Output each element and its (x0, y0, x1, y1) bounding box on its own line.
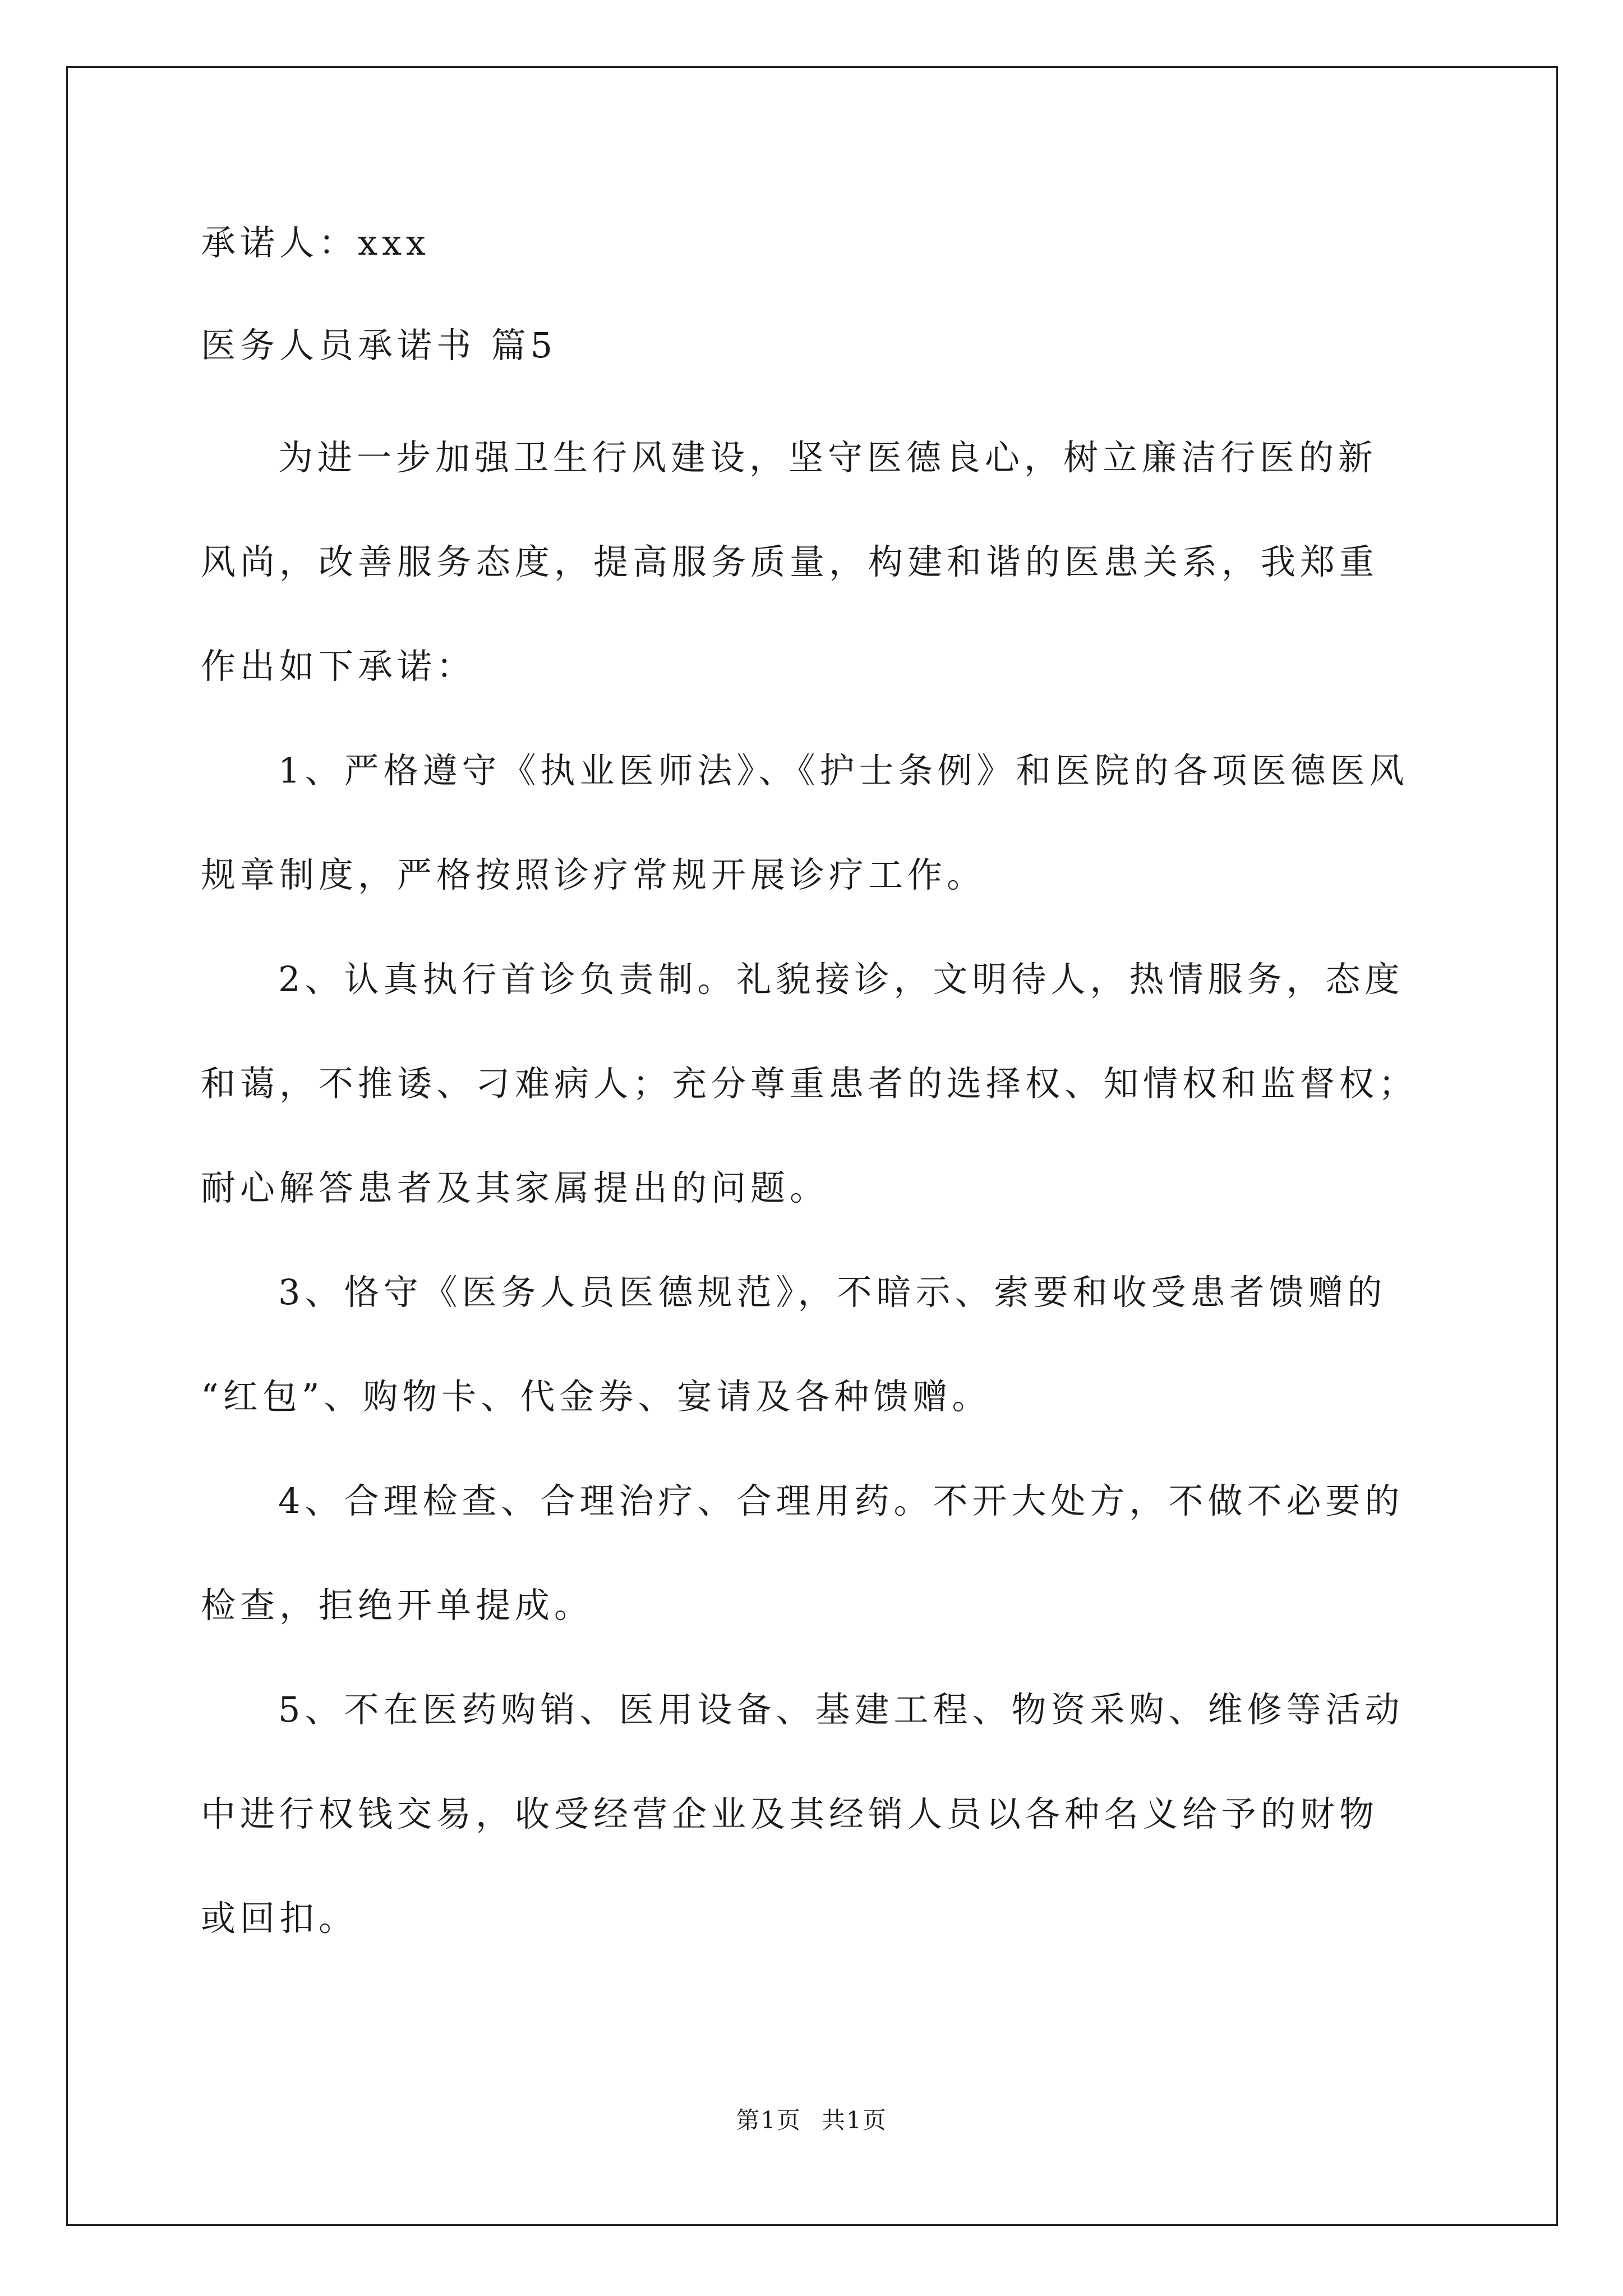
page-total: 共1页 (822, 2106, 887, 2134)
paragraph-item-4 (201, 1481, 1429, 1625)
paragraph-line: “红包”、购物卡、代金券、宴请及各种馈赠。 (201, 1376, 992, 1417)
paragraph-line: 3、恪守《医务人员医德规范》，不暗示、索要和收受患者馈赠的 (278, 1272, 1387, 1313)
paragraph-line: 中进行权钱交易，收受经营企业及其经销人员以各种名义给予的财物 (201, 1793, 1379, 1834)
paragraph-line: 2、认真执行首诊负责制。礼貌接诊，文明待人，热情服务，态度 (278, 959, 1404, 1000)
paragraph-line: 为进一步加强卫生行风建设，坚守医德良心，树立廉洁行医的新 (278, 437, 1378, 478)
paragraph-item-3 (201, 1273, 1429, 1416)
paragraph-line: 4、合理检查、合理治疗、合理用药。不开大处方，不做不必要的 (278, 1480, 1404, 1521)
paragraph-item-2 (201, 960, 1429, 1208)
paragraph-line: 风尚，改善服务态度，提高服务质量，构建和谐的医患关系，我郑重 (201, 541, 1379, 582)
paragraph-item-1 (201, 751, 1429, 895)
paragraph-line: 作出如下承诺： (201, 646, 476, 687)
paragraph-line: 规章制度，严格按照诊疗常规开展诊疗工作。 (201, 854, 986, 895)
paragraph-intro (201, 438, 1429, 686)
paragraph-line: 1、严格遵守《执业医师法》、《护士条例》和医院的各项医德医风 (278, 750, 1409, 791)
document-body (201, 223, 1429, 1938)
paragraph-line: 耐心解答患者及其家属提出的问题。 (201, 1167, 829, 1208)
page-footer (0, 2106, 1623, 2134)
paragraph-item-5 (201, 1690, 1429, 1938)
paragraph-line: 检查，拒绝开单提成。 (201, 1585, 594, 1626)
paragraph-line: 或回扣。 (201, 1898, 358, 1939)
paragraph-line: 5、不在医药购销、医用设备、基建工程、物资采购、维修等活动 (278, 1689, 1404, 1730)
page-number: 第1页 (736, 2106, 801, 2134)
paragraph-line: 和蔼，不推诿、刁难病人；充分尊重患者的选择权、知情权和监督权； (201, 1063, 1418, 1104)
document-title: 医务人员承诺书 篇5 (201, 325, 557, 366)
signer-line: 承诺人：xxx (201, 222, 430, 263)
